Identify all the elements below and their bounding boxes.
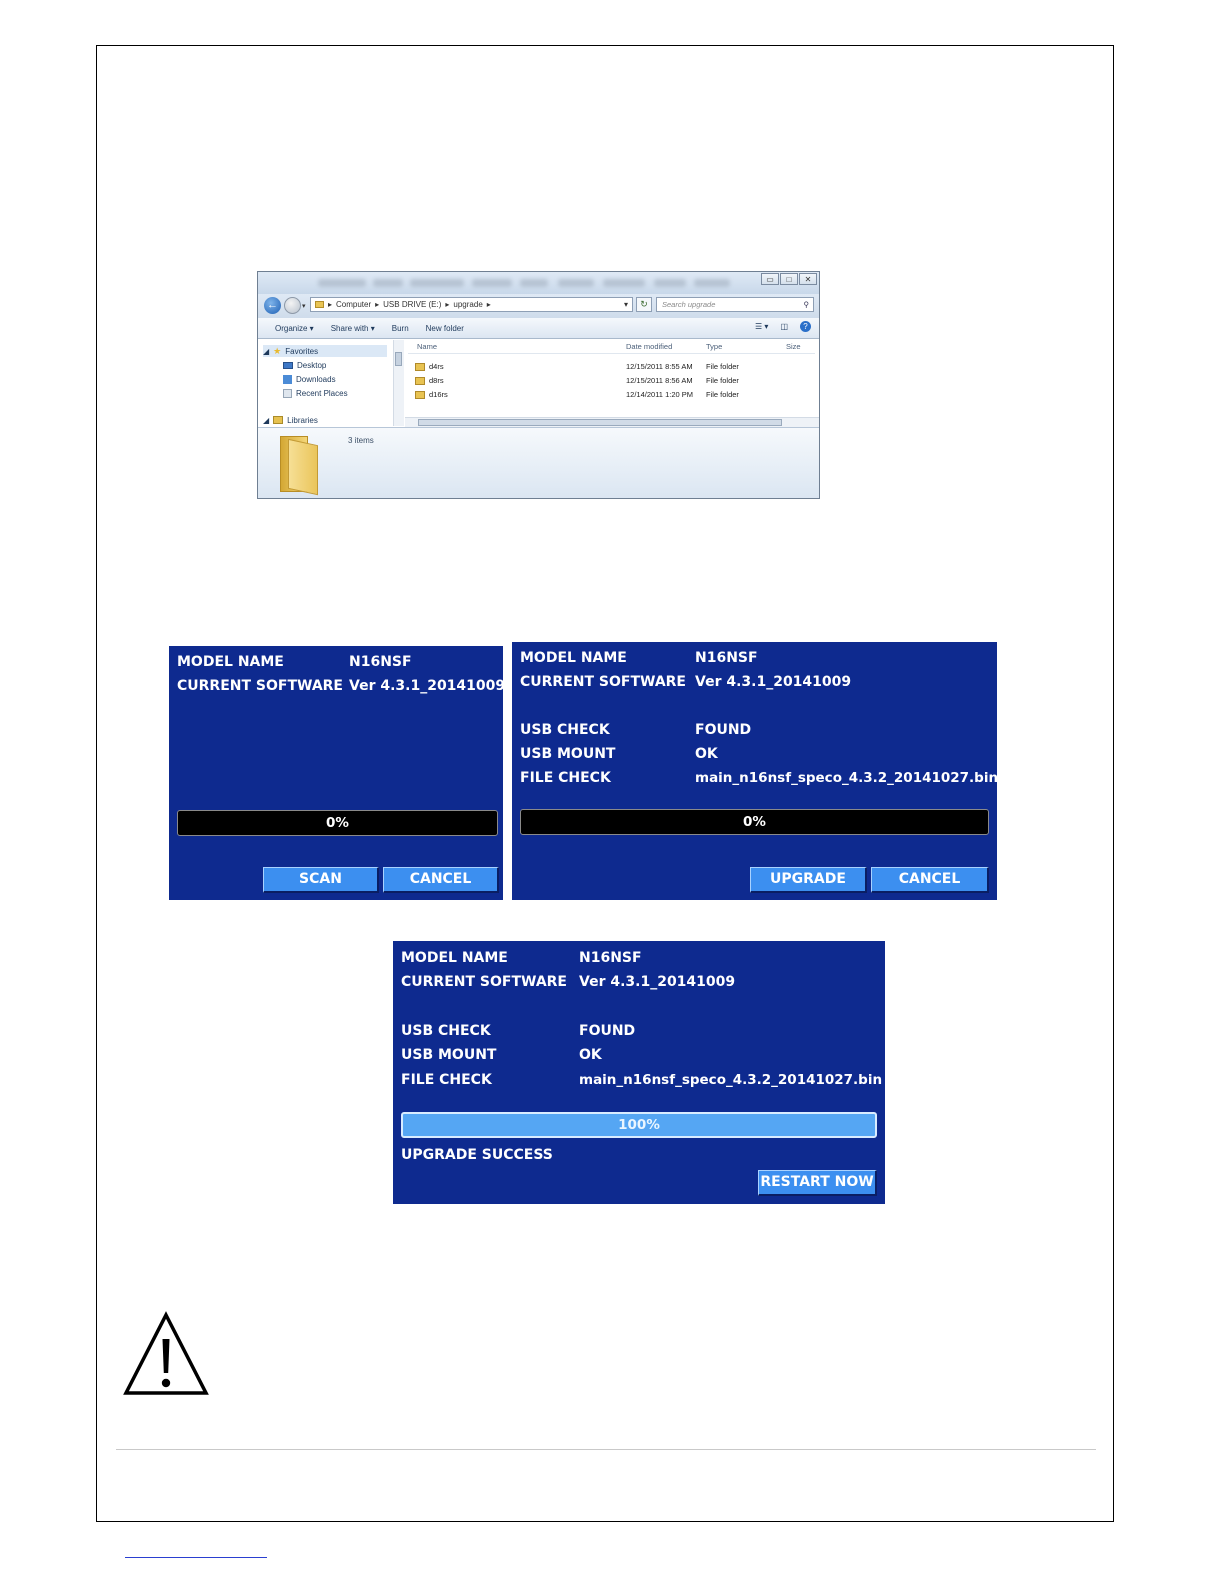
- current-software-label: CURRENT SOFTWARE: [401, 974, 567, 990]
- model-name-label: MODEL NAME: [401, 950, 508, 966]
- restart-now-button[interactable]: RESTART NOW: [758, 1170, 877, 1196]
- libraries-icon: [273, 416, 283, 424]
- nav-libraries[interactable]: ◢ Libraries: [263, 415, 318, 425]
- usb-mount-label: USB MOUNT: [401, 1047, 497, 1063]
- breadcrumb-computer[interactable]: Computer: [336, 300, 372, 309]
- upgrade-button[interactable]: UPGRADE: [750, 867, 867, 893]
- navigation-pane: [263, 340, 391, 426]
- large-folder-icon: [280, 436, 318, 492]
- current-software-value: Ver 4.3.1_20141009: [695, 674, 852, 690]
- burn-button[interactable]: Burn: [391, 323, 409, 333]
- new-folder-button[interactable]: New folder: [425, 323, 464, 333]
- scan-button[interactable]: SCAN: [263, 867, 379, 893]
- folder-icon: [415, 363, 425, 371]
- search-placeholder: Search upgrade: [662, 300, 716, 309]
- progress-bar: 100%: [401, 1112, 877, 1138]
- command-bar: [258, 318, 819, 339]
- footer-link-underline: [125, 1557, 267, 1558]
- breadcrumb-usb-drive[interactable]: USB DRIVE (E:): [383, 300, 442, 309]
- upgrade-ready-panel: [512, 642, 997, 900]
- model-name-value: N16NSF: [695, 650, 758, 666]
- breadcrumb-upgrade[interactable]: upgrade: [453, 300, 483, 309]
- desktop-icon: [283, 362, 293, 369]
- help-icon[interactable]: ?: [800, 321, 811, 332]
- file-explorer-window: [257, 271, 820, 499]
- upgrade-scan-panel: [169, 646, 506, 900]
- search-icon[interactable]: ⚲: [803, 300, 809, 309]
- nav-scroll-thumb[interactable]: [395, 352, 402, 366]
- file-check-label: FILE CHECK: [520, 770, 611, 786]
- progress-bar: 0%: [177, 810, 498, 836]
- cancel-button[interactable]: CANCEL: [383, 867, 499, 893]
- forward-arrow-icon[interactable]: [284, 297, 301, 314]
- usb-mount-value: OK: [695, 746, 718, 762]
- recent-pages-dropdown[interactable]: ▾: [302, 303, 306, 310]
- organize-menu[interactable]: Organize ▾: [275, 323, 314, 333]
- upgrade-success-panel: [393, 941, 885, 1204]
- upgrade-status-text: UPGRADE SUCCESS: [401, 1147, 553, 1163]
- model-name-value: N16NSF: [579, 950, 642, 966]
- recent-places-icon: [283, 389, 292, 398]
- usb-check-label: USB CHECK: [401, 1023, 491, 1039]
- column-date-modified[interactable]: Date modified: [626, 342, 673, 351]
- address-bar-row: [258, 294, 819, 318]
- folder-icon: [315, 301, 324, 308]
- cancel-button[interactable]: CANCEL: [871, 867, 989, 893]
- back-arrow-icon[interactable]: ←: [264, 297, 281, 314]
- nav-desktop[interactable]: Desktop: [283, 359, 326, 371]
- nav-scrollbar[interactable]: [393, 340, 404, 426]
- model-name-label: MODEL NAME: [520, 650, 627, 666]
- column-type[interactable]: Type: [706, 342, 723, 351]
- nav-downloads[interactable]: Downloads: [283, 373, 336, 385]
- preview-pane-icon[interactable]: ◫: [780, 322, 788, 331]
- model-name-value: N16NSF: [349, 654, 412, 670]
- usb-check-label: USB CHECK: [520, 722, 610, 738]
- footer-divider: [116, 1449, 1096, 1450]
- column-name[interactable]: Name: [417, 342, 438, 351]
- nav-recent-places[interactable]: Recent Places: [283, 387, 348, 399]
- usb-check-value: FOUND: [579, 1023, 636, 1039]
- file-list: Name Date modified Type Size d4rs 12/15/2011 8:55 AM File folder d8rs 12/15/2011 8:56 AM File folder d16rs 12/14/2011 1:20 PM File folder: [405, 338, 819, 422]
- folder-icon: [415, 377, 425, 385]
- warning-icon: [122, 1311, 210, 1397]
- usb-check-value: FOUND: [695, 722, 752, 738]
- views-icon[interactable]: ☰ ▾: [755, 322, 769, 331]
- share-with-menu[interactable]: Share with ▾: [330, 323, 375, 333]
- usb-mount-label: USB MOUNT: [520, 746, 616, 762]
- close-button[interactable]: ✕: [799, 273, 817, 285]
- star-icon: ★: [273, 345, 282, 356]
- column-size[interactable]: Size: [786, 342, 801, 351]
- file-list-scroll-thumb[interactable]: [418, 419, 782, 426]
- details-pane: [258, 427, 819, 498]
- nav-favorites[interactable]: ◢ ★ Favorites: [263, 345, 387, 357]
- file-check-value: main_n16nsf_speco_4.3.2_20141027.bin: [695, 770, 999, 786]
- model-name-label: MODEL NAME: [177, 654, 284, 670]
- file-check-value: main_n16nsf_speco_4.3.2_20141027.bin: [579, 1072, 883, 1088]
- progress-bar: 0%: [520, 809, 989, 835]
- downloads-icon: [283, 375, 292, 384]
- current-software-value: Ver 4.3.1_20141009: [349, 678, 506, 694]
- search-input[interactable]: [656, 297, 814, 312]
- current-software-label: CURRENT SOFTWARE: [177, 678, 343, 694]
- current-software-value: Ver 4.3.1_20141009: [579, 974, 736, 990]
- folder-icon: [415, 391, 425, 399]
- item-count: 3 items: [348, 436, 374, 445]
- minimize-button[interactable]: ▭: [761, 273, 779, 285]
- file-check-label: FILE CHECK: [401, 1072, 492, 1088]
- maximize-button[interactable]: □: [780, 273, 798, 285]
- explorer-title-bar: [258, 272, 819, 294]
- refresh-icon[interactable]: ↻: [636, 297, 652, 312]
- usb-mount-value: OK: [579, 1047, 602, 1063]
- address-bar[interactable]: ▸ Computer ▸ USB DRIVE (E:) ▸ upgrade ▸ ▾: [310, 297, 633, 312]
- address-dropdown-icon[interactable]: ▾: [623, 300, 628, 309]
- current-software-label: CURRENT SOFTWARE: [520, 674, 686, 690]
